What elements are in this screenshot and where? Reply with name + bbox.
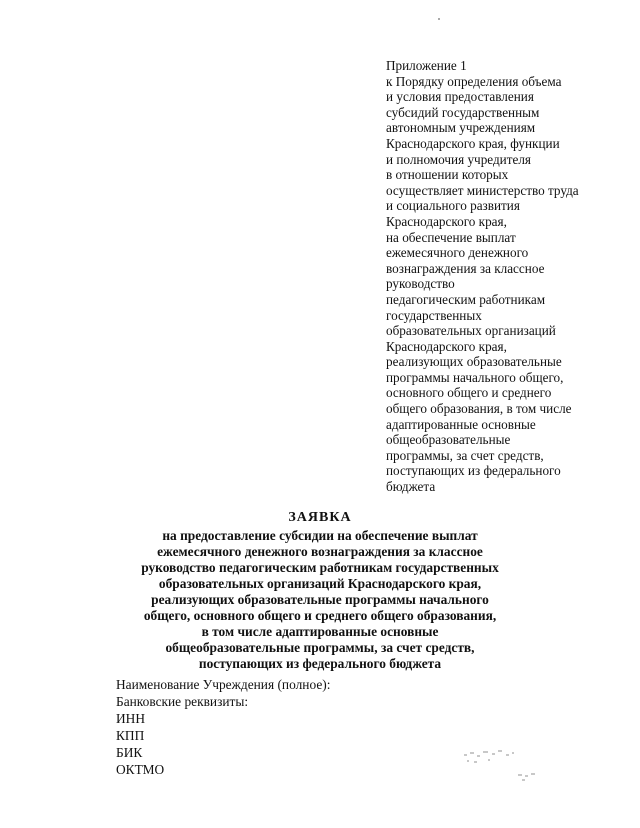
request-line: на предоставление субсидии на обеспечение выплат bbox=[162, 528, 478, 543]
appendix-line: руководство bbox=[386, 276, 455, 292]
appendix-line: поступающих из федерального bbox=[386, 463, 561, 479]
appendix-line: осуществляет министерство труда bbox=[386, 182, 579, 198]
request-line: поступающих из федерального бюджета bbox=[198, 656, 442, 671]
institution-name-label: Наименование Учреждения (полное): bbox=[116, 677, 331, 692]
appendix-line: автономным учреждениям bbox=[386, 120, 536, 136]
appendix-line: к Порядку определения объема bbox=[386, 73, 562, 89]
kpp-label: КПП bbox=[116, 728, 145, 743]
appendix-line: Краснодарского края, bbox=[386, 338, 507, 354]
appendix-line: на обеспечение выплат bbox=[386, 229, 516, 245]
request-line: образовательных организаций Краснодарского края, bbox=[158, 576, 482, 591]
appendix-line: программы, за счет средств, bbox=[386, 447, 544, 463]
appendix-line: Краснодарского края, bbox=[386, 213, 507, 229]
faint-stamp-mark bbox=[462, 746, 542, 786]
appendix-block bbox=[386, 58, 636, 495]
bank-details-label: Банковские реквизиты: bbox=[116, 694, 249, 709]
appendix-line: и социального развития bbox=[386, 198, 520, 214]
appendix-line: образовательных организаций bbox=[386, 323, 556, 339]
appendix-line: и полномочия учредителя bbox=[386, 151, 531, 167]
appendix-line: бюджета bbox=[386, 479, 436, 495]
appendix-line: и условия предоставления bbox=[386, 89, 534, 105]
request-title: ЗАЯВКА bbox=[288, 510, 352, 525]
appendix-line: государственных bbox=[386, 307, 482, 323]
appendix-line: адаптированные основные bbox=[386, 416, 536, 432]
inn-label: ИНН bbox=[116, 711, 146, 726]
appendix-line: Краснодарского края, функции bbox=[386, 135, 560, 151]
request-line: общего, основного общего и среднего общего образования, bbox=[143, 608, 497, 623]
appendix-line: общеобразовательные bbox=[386, 432, 511, 448]
request-line: реализующих образовательные программы начального bbox=[151, 592, 489, 607]
appendix-line: субсидий государственным bbox=[386, 104, 540, 120]
appendix-line: Приложение 1 bbox=[386, 58, 467, 73]
request-line: руководство педагогическим работникам государственных bbox=[141, 560, 499, 575]
appendix-line: реализующих образовательные bbox=[386, 354, 562, 370]
scan-speck bbox=[438, 18, 440, 20]
request-line: в том числе адаптированные основные bbox=[201, 624, 439, 639]
request-heading bbox=[100, 510, 540, 672]
request-line: ежемесячного денежного вознаграждения за классное bbox=[157, 544, 483, 559]
appendix-line: в отношении которых bbox=[386, 167, 509, 183]
appendix-line: основного общего и среднего bbox=[386, 385, 552, 401]
appendix-line: педагогическим работникам bbox=[386, 291, 546, 307]
appendix-line: программы начального общего, bbox=[386, 369, 564, 385]
oktmo-label: ОКТМО bbox=[116, 762, 165, 777]
appendix-line: ежемесячного денежного bbox=[386, 245, 529, 261]
appendix-line: общего образования, в том числе bbox=[386, 401, 572, 417]
appendix-line: вознаграждения за классное bbox=[386, 260, 545, 276]
bik-label: БИК bbox=[116, 745, 143, 760]
request-line: общеобразовательные программы, за счет средств, bbox=[165, 640, 475, 655]
